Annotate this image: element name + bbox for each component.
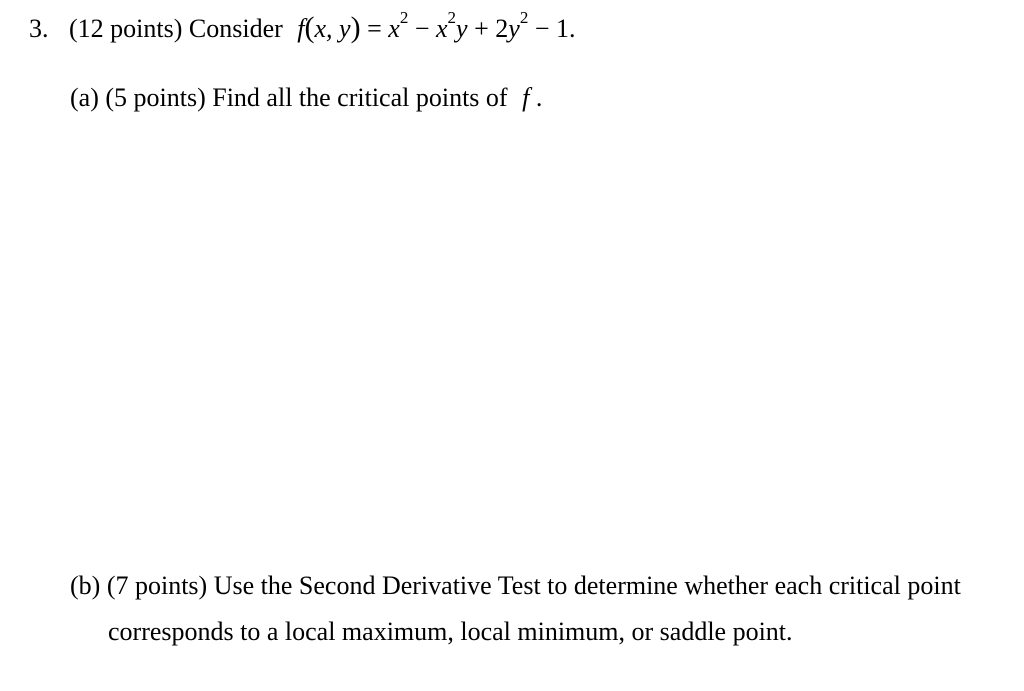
part-a-prompt: (a) (5 points) Find all the critical points of f . (70, 83, 543, 112)
problem-number: 3. (29, 14, 49, 43)
part-a-function-symbol: f (522, 83, 530, 112)
part-a-points: (5 points) (105, 83, 206, 112)
problem-points: (12 points) (69, 14, 183, 43)
part-a-text: Find all the critical points of (212, 83, 508, 112)
part-b-points: (7 points) (106, 571, 208, 600)
part-b-prompt (70, 570, 961, 602)
part-b-label: (b) (70, 571, 101, 600)
problem-lead: Consider (188, 14, 283, 43)
part-a-label: (a) (70, 83, 99, 112)
part-b-text-line1: Use the Second Derivative Test to determine whether each critical point (213, 571, 961, 600)
part-b-text-line2: corresponds to a local maximum, local minimum, or saddle point. (108, 617, 793, 646)
part-b-prompt-continued (108, 616, 793, 648)
function-definition: f(x, $y) = x^2 - x^2y + 2y^2 - 1$. (297, 8, 576, 44)
problem-statement (29, 8, 576, 45)
